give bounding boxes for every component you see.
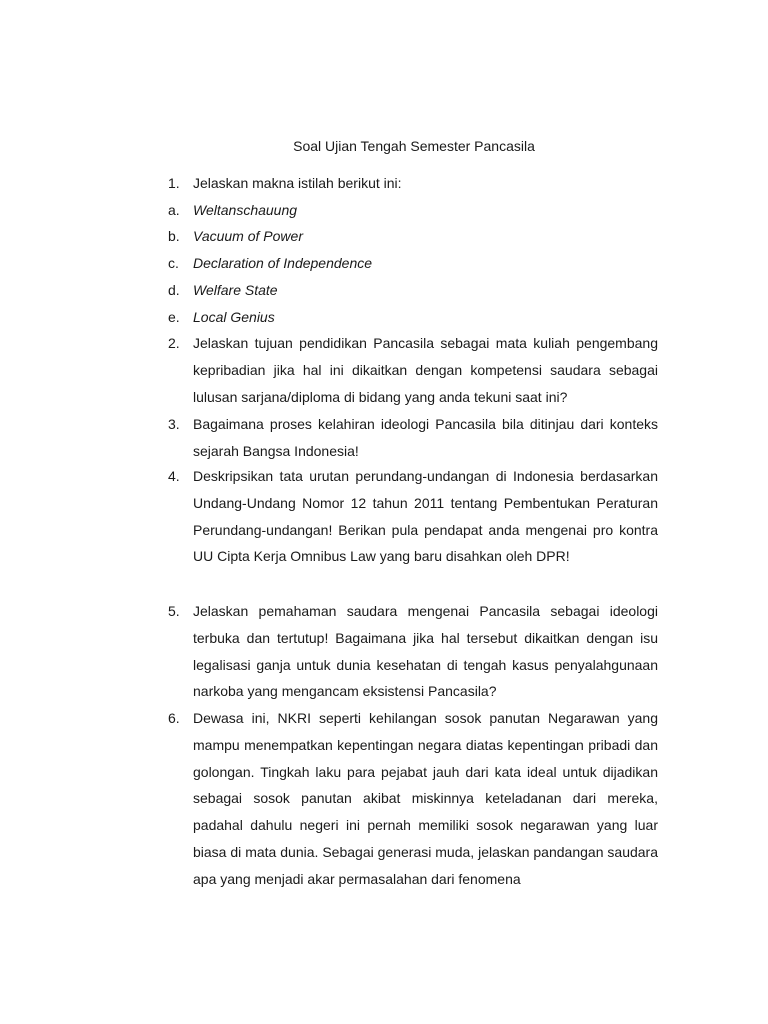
sub-item-term: Weltanschauung <box>193 202 298 218</box>
question-text: Jelaskan tujuan pendidikan Pancasila sebagai mata kuliah pengembang kepribadian jika hal ini dikaitkan dengan kompetensi saudara sebagai lulusan sarjana/diploma di bidang yang anda tekuni saat ini? <box>193 335 658 405</box>
question-3 <box>168 411 658 465</box>
question-number: 6. <box>168 710 180 726</box>
document-title: Soal Ujian Tengah Semester Pancasila <box>293 138 535 154</box>
sub-item-c <box>168 250 658 277</box>
question-6 <box>168 705 658 893</box>
sub-item-term: Vacuum of Power <box>193 228 303 244</box>
question-number: 1. <box>168 175 180 191</box>
question-1 <box>168 170 658 197</box>
sub-item-d <box>168 277 658 304</box>
sub-item-letter: e. <box>168 309 180 325</box>
question-number: 3. <box>168 416 180 432</box>
sub-item-term: Declaration of Independence <box>193 255 373 271</box>
sub-item-letter: b. <box>168 228 180 244</box>
sub-item-letter: d. <box>168 282 180 298</box>
sub-item-a <box>168 197 658 224</box>
question-4 <box>168 463 658 570</box>
sub-item-term: Local Genius <box>193 309 275 325</box>
question-5 <box>168 598 658 705</box>
question-number: 4. <box>168 468 180 484</box>
question-text: Bagaimana proses kelahiran ideologi Pancasila bila ditinjau dari konteks sejarah Bangsa Indonesia! <box>193 416 658 459</box>
sub-item-term: Welfare State <box>193 282 278 298</box>
sub-item-e <box>168 304 658 331</box>
question-text: Deskripsikan tata urutan perundang-undangan di Indonesia berdasarkan Undang-Undang Nomor 12 tahun 2011 tentang Pembentukan Peraturan Perundang-undangan! Berikan pula pendapat anda mengenai pro kontra UU Cipta Kerja Omnibus Law yang baru disahkan oleh DPR! <box>193 468 658 565</box>
question-text: Jelaskan pemahaman saudara mengenai Pancasila sebagai ideologi terbuka dan tertutup! Bagaimana jika hal tersebut dikaitkan dengan isu legalisasi ganja untuk dunia kesehatan di tengah kasus penyalahgunaan narkoba yang mengancam eksistensi Pancasila? <box>193 603 658 700</box>
sub-item-b <box>168 223 658 250</box>
question-2 <box>168 330 658 410</box>
question-number: 2. <box>168 335 180 351</box>
question-text: Jelaskan makna istilah berikut ini: <box>193 175 402 191</box>
sub-item-letter: a. <box>168 202 180 218</box>
question-text: Dewasa ini, NKRI seperti kehilangan sosok panutan Negarawan yang mampu menempatkan kepentingan negara diatas kepentingan pribadi dan golongan. Tingkah laku para pejabat jauh dari kata ideal untuk dijadikan sebagai sosok panutan akibat miskinnya keteladanan dari mereka, padahal dahulu negeri ini pernah memiliki sosok negarawan yang luar biasa di mata dunia. Sebagai generasi muda, jelaskan pandangan saudara apa yang menjadi akar permasalahan dari fenomena <box>193 710 658 887</box>
sub-item-letter: c. <box>168 255 179 271</box>
question-number: 5. <box>168 603 180 619</box>
